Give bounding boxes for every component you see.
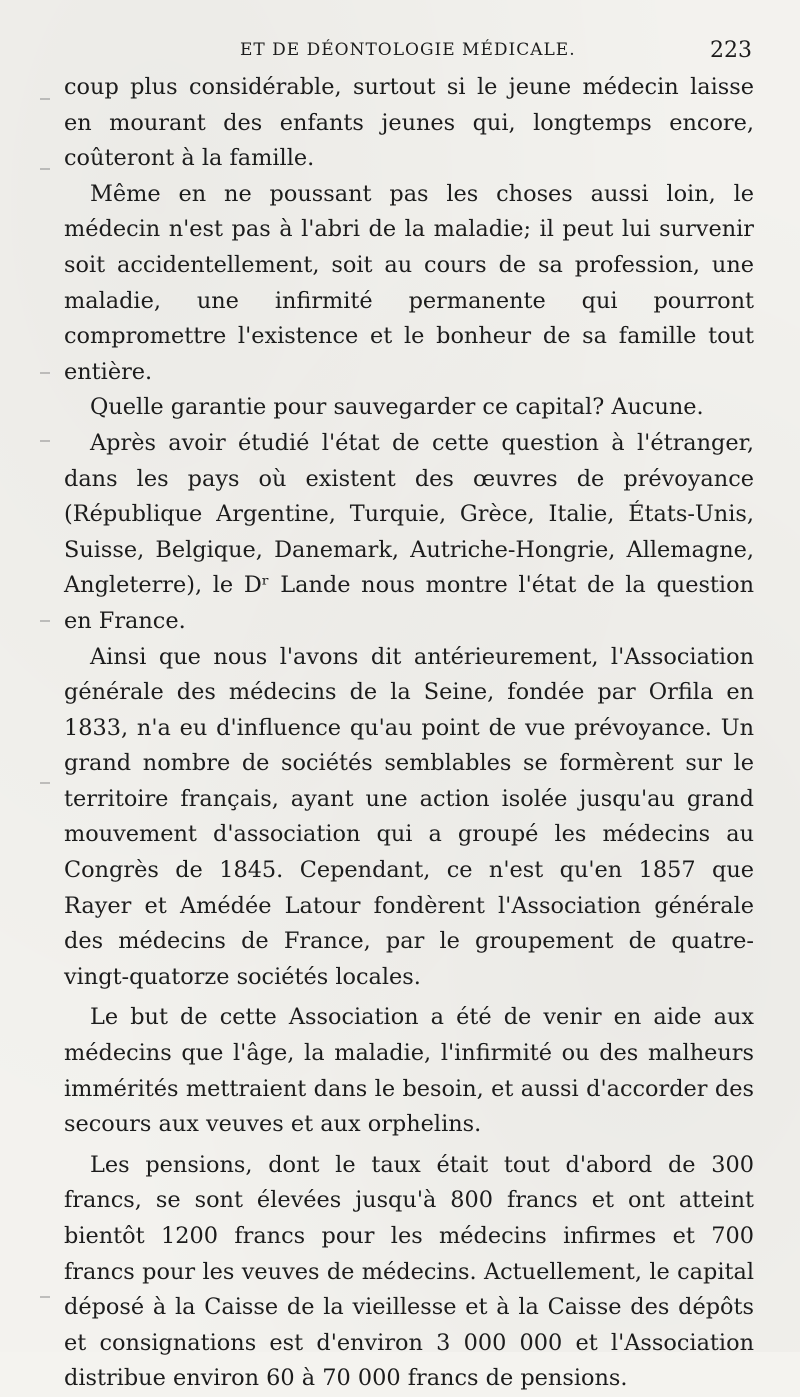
margin-mark [40,1296,50,1298]
margin-mark [40,372,50,374]
paragraph: Le but de cette Association a été de venir en aide aux médecins que l'âge, la maladie, l'infirmité ou des malheurs immérités mettraient dans le besoin, et aussi d'accorder des secours aux veuves et aux orphelins. [64,1004,754,1138]
margin-mark [40,98,50,100]
page-number: 223 [710,38,752,63]
margin-mark [40,168,50,170]
paragraph-continuation: coup plus considérable, surtout si le jeune médecin laisse en mourant des enfants jeunes qui, longtemps encore, coûteront à la famille. [64,74,754,172]
margin-mark [40,620,50,622]
paragraph: Ainsi que nous l'avons dit antérieurement, l'Association générale des médecins de la Seine, fondée par Orfila en 1833, n'a eu d'influence qu'au point de vue prévoyance. Un grand nombre de sociétés semblables se formèrent sur le territoire français, ayant une action isolée jusqu'au grand mouvement d'association qui a groupé les médecins au Congrès de 1845. Cependant, ce n'est qu'en 1857 que Rayer et Amédée Latour fondèrent l'Association générale des médecins de France, par le groupement de quatre-vingt-quatorze sociétés locales. [64,643,754,990]
margin-mark [40,782,50,784]
paragraph: Même en ne poussant pas les choses aussi loin, le médecin n'est pas à l'abri de la maladie; il peut lui survenir soit accidentellement, soit au cours de sa profession, une maladie, une infirmité permanente qui pourront compromettre l'existence et le bonheur de sa famille tout entière. [64,180,754,385]
paragraph: Quelle garantie pour sauvegarder ce capital? Aucune. [90,394,704,421]
running-head [62,38,752,66]
margin-mark [40,440,50,442]
paragraph: Les pensions, dont le taux était tout d'abord de 300 francs, se sont élevées jusqu'à 800 francs et ont atteint bientôt 1200 francs pour les médecins infirmes et 700 francs pour les veuves de médecins. Actuellement, le capital déposé à la Caisse de la vieillesse et à la Caisse des dépôts et consignations est d'environ 3 000 000 et l'Association distribue environ 60 à 70 000 francs de pensions. [64,1151,754,1392]
paragraph: Après avoir étudié l'état de cette question à l'étranger, dans les pays où existent des œuvres de prévoyance (République Argentine, Turquie, Grèce, Italie, États-Unis, Suisse, Belgique, Danemark, Autriche-Hongrie, Allemagne, Angleterre), le Dʳ Lande nous montre l'état de la question en France. [64,429,754,634]
running-title: ET DE DÉONTOLOGIE MÉDICALE. [240,40,576,60]
body-text [64,70,754,1397]
